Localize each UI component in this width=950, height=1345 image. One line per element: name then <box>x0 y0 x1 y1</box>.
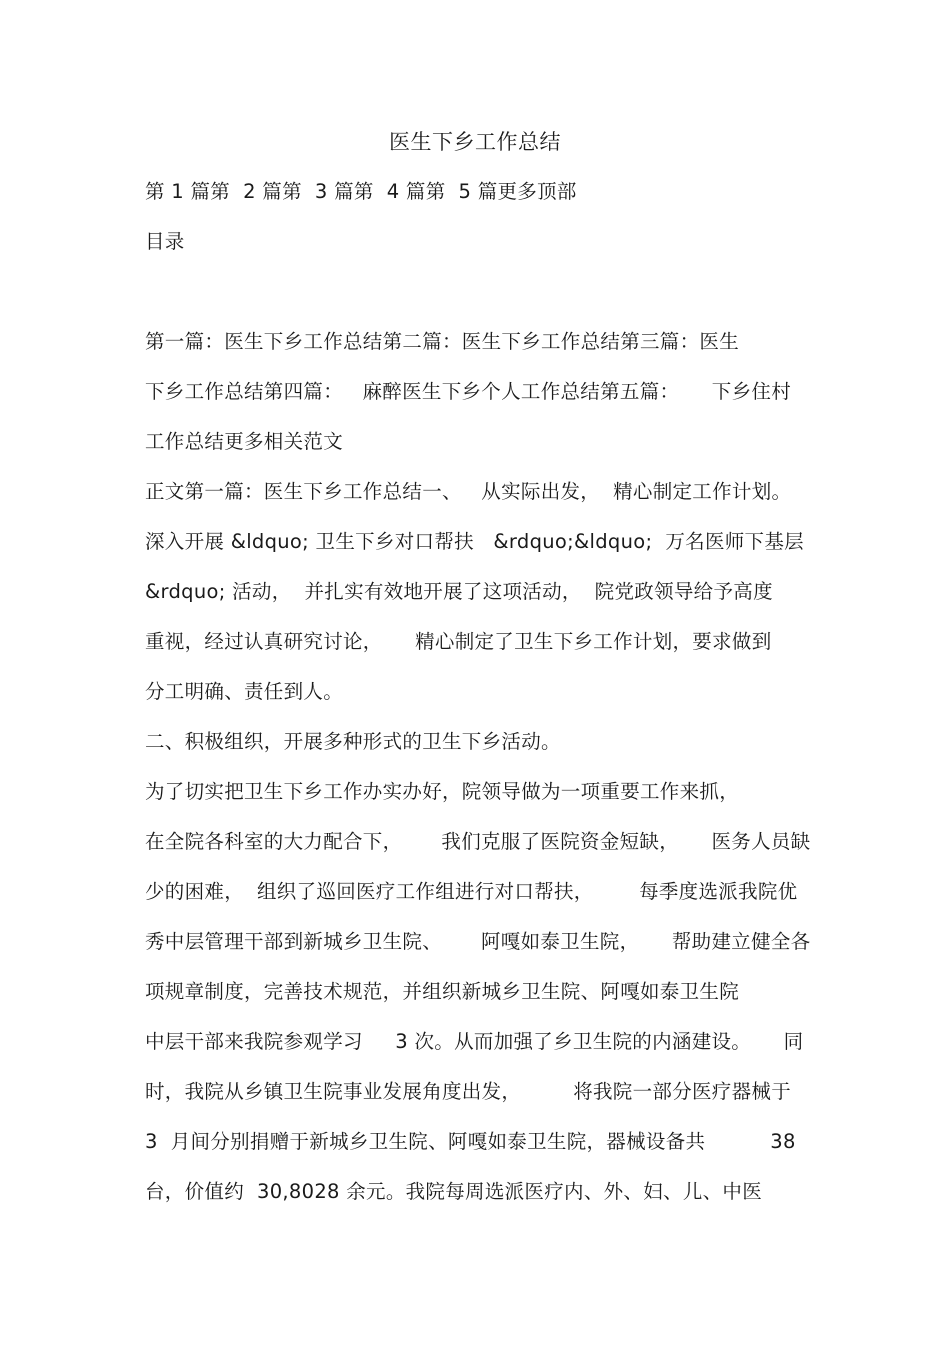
body-line: 分工明确、责任到人。 <box>145 680 344 703</box>
body-line: 3 月间分别捐赠于新城乡卫生院、阿嘎如泰卫生院，器械设备共 38 <box>145 1130 796 1153</box>
toc-line[interactable]: 工作总结更多相关范文 <box>145 430 344 453</box>
body-line: 为了切实把卫生下乡工作办实办好，院领导做为一项重要工作来抓， <box>145 780 740 803</box>
body-line: 项规章制度，完善技术规范，并组织新城乡卫生院、阿嘎如泰卫生院 <box>145 980 740 1003</box>
body-line: 秀中层管理干部到新城乡卫生院、 阿嘎如泰卫生院， 帮助建立健全各 <box>145 930 811 953</box>
toc-heading: 目录 <box>145 230 185 253</box>
document-title: 医生下乡工作总结 <box>389 130 561 154</box>
body-line: &rdquo; 活动， 并扎实有效地开展了这项活动， 院党政领导给予高度 <box>145 580 773 603</box>
body-line: 深入开展 &ldquo; 卫生下乡对口帮扶 &rdquo;&ldquo; 万名医师下基层 <box>145 530 804 553</box>
toc-line[interactable]: 下乡工作总结第四篇： 麻醉医生下乡个人工作总结第五篇： 下乡住村 <box>145 380 791 403</box>
body-line: 时，我院从乡镇卫生院事业发展角度出发， 将我院一部分医疗器械于 <box>145 1080 791 1103</box>
body-line: 中层干部来我院参观学习 3 次。从而加强了乡卫生院的内涵建设。 同 <box>145 1030 804 1053</box>
body-line: 重视，经过认真研究讨论， 精心制定了卫生下乡工作计划，要求做到 <box>145 630 772 653</box>
section-heading: 二、积极组织，开展多种形式的卫生下乡活动。 <box>145 730 561 753</box>
body-line: 正文第一篇：医生下乡工作总结一、 从实际出发， 精心制定工作计划。 <box>145 480 792 503</box>
toc-line[interactable]: 第一篇：医生下乡工作总结第二篇：医生下乡工作总结第三篇：医生 <box>145 330 740 353</box>
body-line: 在全院各科室的大力配合下， 我们克服了医院资金短缺， 医务人员缺 <box>145 830 811 853</box>
chapter-nav-links[interactable]: 第 1 篇第 2 篇第 3 篇第 4 篇第 5 篇更多顶部 <box>145 180 577 203</box>
body-line: 少的困难， 组织了巡回医疗工作组进行对口帮扶， 每季度选派我院优 <box>145 880 798 903</box>
body-line: 台，价值约 30,8028 余元。我院每周选派医疗内、外、妇、儿、中医 <box>145 1180 763 1203</box>
